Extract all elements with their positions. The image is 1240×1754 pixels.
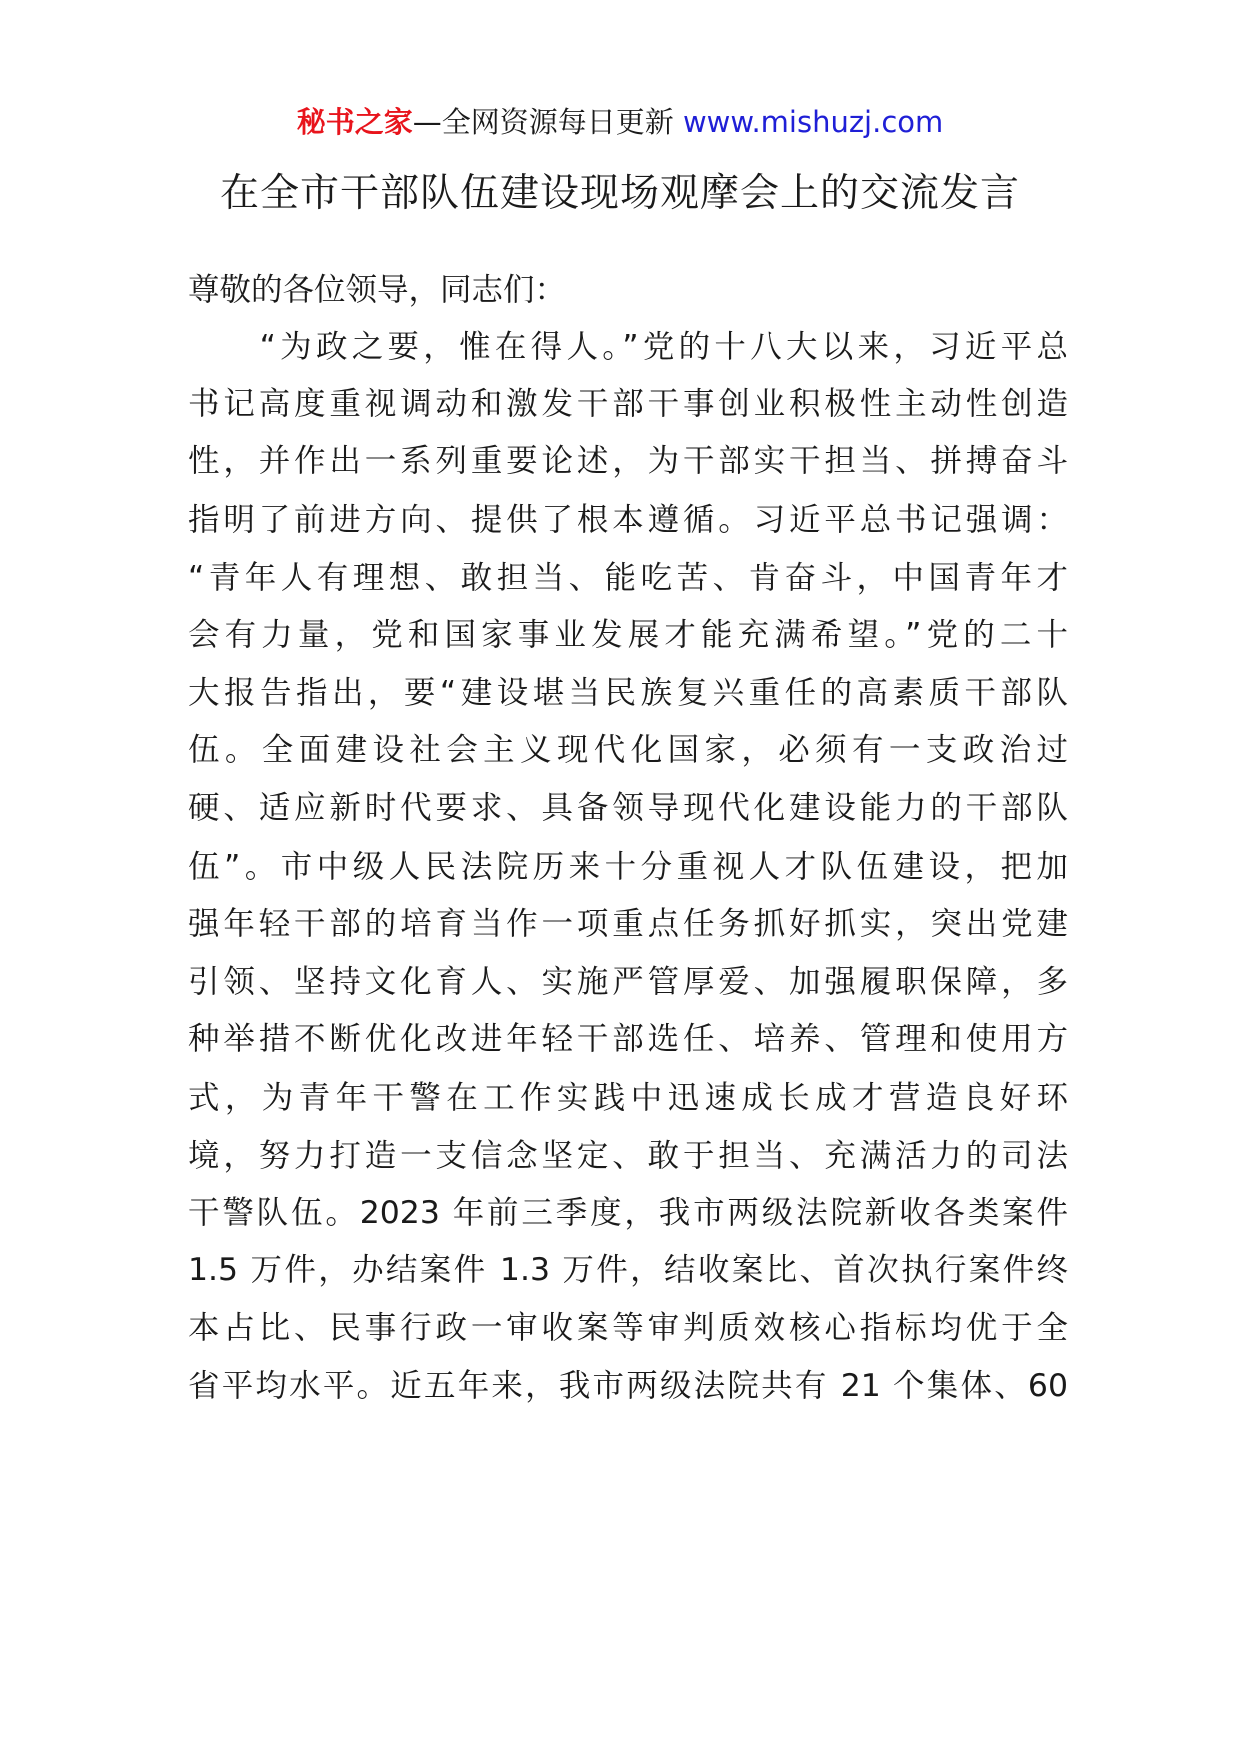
body-line: 干警队伍。2023 年前三季度，我市两级法院新收各类案件: [188, 1195, 1068, 1231]
body-line: 省平均水平。近五年来，我市两级法院共有 21 个集体、60: [188, 1368, 1068, 1404]
body-line: “为政之要，惟在得人。”党的十八大以来，习近平总: [188, 329, 1068, 365]
body-line: 引领、坚持文化育人、实施严管厚爱、加强履职保障，多: [188, 964, 1068, 1000]
body-line: 硬、适应新时代要求、具备领导现代化建设能力的干部队: [188, 790, 1068, 826]
body-line: 种举措不断优化改进年轻干部选任、培养、管理和使用方: [188, 1021, 1068, 1057]
body-line: 本占比、民事行政一审收案等审判质效核心指标均优于全: [188, 1310, 1068, 1346]
body-line: 书记高度重视调动和激发干部干事创业积极性主动性创造: [188, 386, 1068, 422]
site-url[interactable]: www.mishuzj.com: [682, 105, 944, 139]
body-line: 强年轻干部的培育当作一项重点任务抓好抓实，突出党建: [188, 906, 1068, 942]
body-line: 性，并作出一系列重要论述，为干部实干担当、拼搏奋斗: [188, 443, 1068, 479]
body-line: “青年人有理想、敢担当、能吃苦、肯奋斗，中国青年才: [188, 560, 1068, 596]
document-title: 在全市干部队伍建设现场观摩会上的交流发言: [219, 171, 1020, 216]
site-tagline: —全网资源每日更新: [412, 105, 683, 139]
body-line: 伍”。市中级人民法院历来十分重视人才队伍建设，把加: [188, 849, 1068, 885]
salutation: 尊敬的各位领导，同志们：: [188, 272, 567, 308]
body-line: 境，努力打造一支信念坚定、敢于担当、充满活力的司法: [188, 1138, 1068, 1174]
body-line: 1.5 万件，办结案件 1.3 万件，结收案比、首次执行案件终: [188, 1252, 1068, 1288]
body-line: 会有力量，党和国家事业发展才能充满希望。”党的二十: [188, 617, 1068, 653]
site-brand: 秘书之家: [296, 105, 413, 139]
site-header: [0, 102, 1240, 142]
body-line: 大报告指出，要“建设堪当民族复兴重任的高素质干部队: [188, 675, 1068, 711]
body-line: 伍。全面建设社会主义现代化国家，必须有一支政治过: [188, 732, 1068, 768]
body-line: 指明了前进方向、提供了根本遵循。习近平总书记强调：: [188, 502, 1068, 538]
body-line: 式，为青年干警在工作实践中迅速成长成才营造良好环: [188, 1080, 1068, 1116]
